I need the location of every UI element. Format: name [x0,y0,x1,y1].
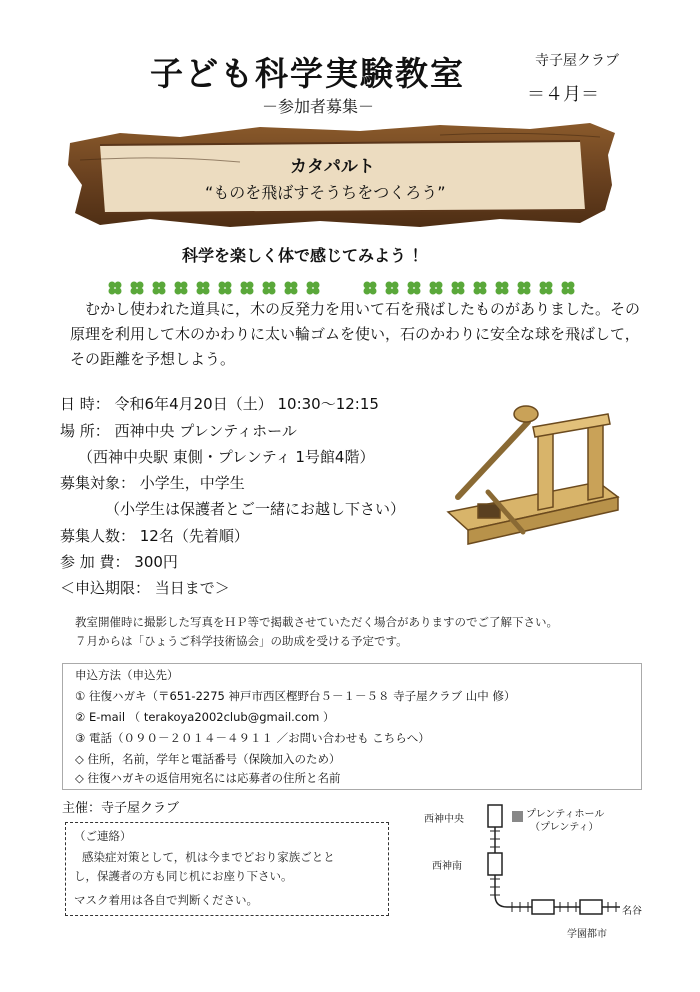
note-line: ７月からは「ひょうご科学技術協会」の助成を受ける予定です。 [75,634,408,648]
map-station-seishin-chuo: 西神中央 [424,814,464,825]
map-hall-label: プレンティホール [526,809,605,820]
application-item: ◇ 住所，名前，学年と電話番号（保険加入のため） [75,752,341,766]
map-direction-myodani: 名谷 [622,906,642,917]
application-item: ◇ 往復ハガキの返信用宛名には応募者の住所と名前 [75,771,341,785]
event-place-note: （西神中央駅 東側・プレンティ 1号館4階） [78,448,375,466]
page-title: 子ども科学実験教室 [150,54,465,93]
contact-line: し，保護者の方も同じ机にお座り下さい。 [74,869,293,883]
notes [75,613,558,651]
page-subtitle: －参加者募集－ [262,97,375,116]
note-line: 教室開催時に撮影した写真をＨＰ等で掲載させていただく場合がありますのでご了解下さい。 [75,615,558,629]
application-item: ③ 電話（０９０－２０１４－４９１１ ／お問い合わせも こちらへ） [75,731,430,745]
application-item: ① 往復ハガキ（〒651-2275 神戸市西区樫野台５－１－５８ 寺子屋クラブ 山中 修） [75,689,516,703]
event-capacity: 募集人数： 12名（先着順） [60,527,249,545]
banner-subtitle: “ものを飛ばすそうちをつくろう” [205,183,446,202]
intro-paragraph: むかし使われた道具に，木の反発力を用いて石を飛ばしたものがありました。その原理を利用して木のかわりに太い輪ゴムを使い，石のかわりに安全な球を飛ばして，その距離を予想しよう。 [70,300,641,368]
event-deadline: ＜申込期限： 当日まで＞ [60,579,230,597]
event-target-note: （小学生は保護者とご一緒にお越し下さい） [105,500,406,518]
contact-line: マスク着用は各自で判断ください。 [74,893,258,907]
map-hall-sublabel: （プレンティ） [530,822,599,833]
host-label: 主催：寺子屋クラブ [62,801,180,816]
application-item: ② E-mail （ terakoya2002club@gmail.com ） [75,710,335,724]
event-place: 場 所： 西神中央 プレンティホール [60,422,297,440]
contact-line: 感染症対策として，机は今までどおり家族ごとと [82,850,335,864]
club-name: 寺子屋クラブ [535,53,619,69]
contact-heading: （ご連絡） [74,829,132,843]
month-label: ＝４月＝ [527,84,599,105]
map-station-gakuen-toshi: 学園都市 [567,929,607,940]
catapult-illustration [428,392,663,562]
map-station-seishin-minami: 西神南 [432,861,462,872]
event-fee: 参 加 費： 300円 [60,553,178,571]
tagline: 科学を楽しく体で感じてみよう ！ [182,246,428,265]
event-target: 募集対象： 小学生，中学生 [60,474,245,492]
banner-title: カタパルト [290,157,375,177]
application-heading: 申込方法（申込先） [75,668,179,682]
event-date: 日 時： 令和6年4月20日（土） 10:30～12:15 [60,395,379,413]
